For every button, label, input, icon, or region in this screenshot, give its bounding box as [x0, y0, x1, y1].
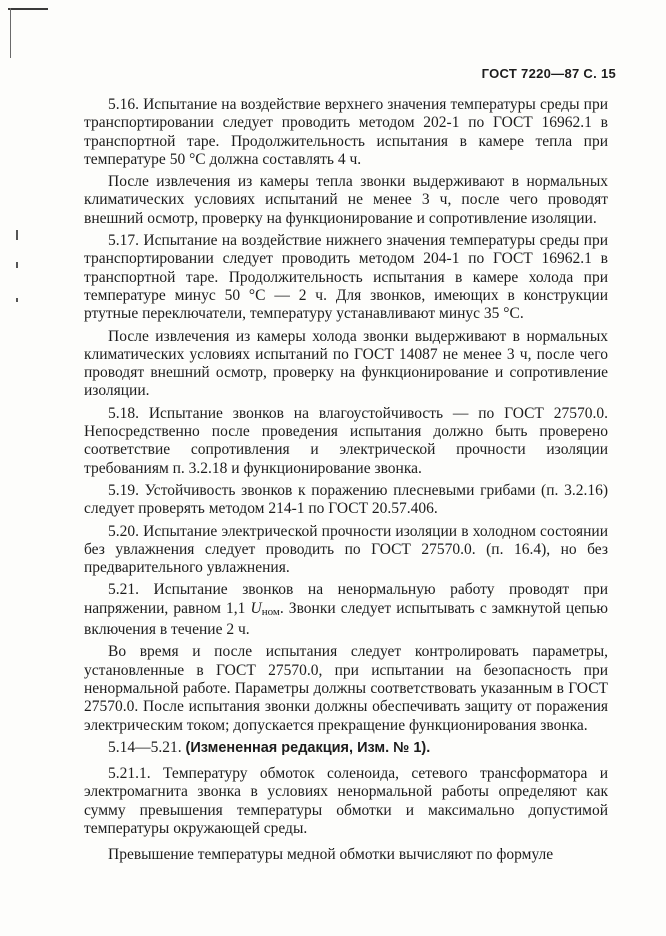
page-header: ГОСТ 7220—87 С. 15 [481, 66, 616, 81]
scan-mark [16, 230, 18, 240]
amendment-note [84, 739, 608, 757]
paragraph-5-20: 5.20. Испытание электрической прочности изоляции в холодном состоянии без увлажнения следует проводить по ГОСТ 27570.0. (п. 16.4), но без предварительного увлажнения. [84, 522, 608, 577]
scan-mark [16, 262, 18, 268]
paragraph-5-21 [84, 581, 608, 639]
paragraph-5-19: 5.19. Устойчивость звонков к поражению плесневыми грибами (п. 3.2.16) следует проверять методом 214-1 по ГОСТ 20.57.406. [84, 481, 608, 518]
paragraph-5-16: 5.16. Испытание на воздействие верхнего значения температуры среды при транспортировании следует проводить методом 202-1 по ГОСТ 16962.1 в транспортной таре. Продолжительность испытания в камере тепла при температуре 50 °C должна составлять 4 ч. [84, 96, 608, 168]
paragraph-5-21-text: 5.21. Испытание звонков на ненормальную работу проводят при напряжении, равном 1,1 [84, 581, 608, 617]
voltage-symbol: U [250, 599, 262, 617]
paragraph-5-21-1-formula-intro: Превышение температуры медной обмотки вычисляют по формуле [108, 846, 554, 864]
paragraph-5-21-continued: Во время и после испытания следует контролировать параметры, установленные в ГОСТ 27570.0, при испытании на безопасность при ненормальной работе. Параметры должны соответствовать указанным в ГОСТ 27570.0. После испытания звонки должны обеспечивать защиту от поражения электрическим током; допускается прекращение функционирования звонка. [84, 643, 608, 734]
paragraph-5-21-1: 5.21.1. Температуру обмоток соленоида, сетевого трансформатора и электромагнита звонка в условиях ненормальной работы определяют как сумму превышения температуры обмотки и максимально допустимой температуры окружающей среды. [84, 765, 608, 837]
scan-border-top [8, 8, 48, 10]
paragraph-5-17-continued: После извлечения из камеры холода звонки выдерживают в нормальных климатических условиях испытаний по ГОСТ 14087 не менее 3 ч, после чего проводят внешний осмотр, проверку на функционирование и сопротивление изоляции. [84, 327, 608, 400]
paragraph-5-18: 5.18. Испытание звонков на влагоустойчивость — по ГОСТ 27570.0. Непосредственно после проведения испытания должно быть проверено соответствие сопротивления и электрической прочности изоляции требованиям п. 3.2.18 и функционирование звонка. [84, 404, 608, 477]
scan-border-left [10, 8, 11, 58]
scan-mark [16, 298, 18, 302]
paragraph-5-17: 5.17. Испытание на воздействие нижнего значения температуры среды при транспортировании следует проводить методом 204-1 по ГОСТ 16962.1 в транспортной таре. Продолжительность испытания в камере холода при температуре минус 50 °C — 2 ч. Для звонков, имеющих в конструкции ртутные переключатели, температуру устанавливают минус 35 °C. [84, 232, 608, 323]
paragraph-5-21-text-end: . Звонки следует испытывать с замкнутой цепью включения в течение 2 ч. [84, 599, 609, 639]
amendment-label: (Измененная редакция, Изм. № 1). [185, 739, 431, 756]
paragraph-5-16-continued: После извлечения из камеры тепла звонки выдерживают в нормальных климатических условиях испытаний не менее 3 ч, после чего проводят внешний осмотр, проверку на функционирование и сопротивление изоляции. [84, 173, 608, 227]
amendment-range: 5.14—5.21. [108, 738, 182, 756]
voltage-subscript: ном [261, 605, 280, 618]
document-body [84, 96, 608, 869]
